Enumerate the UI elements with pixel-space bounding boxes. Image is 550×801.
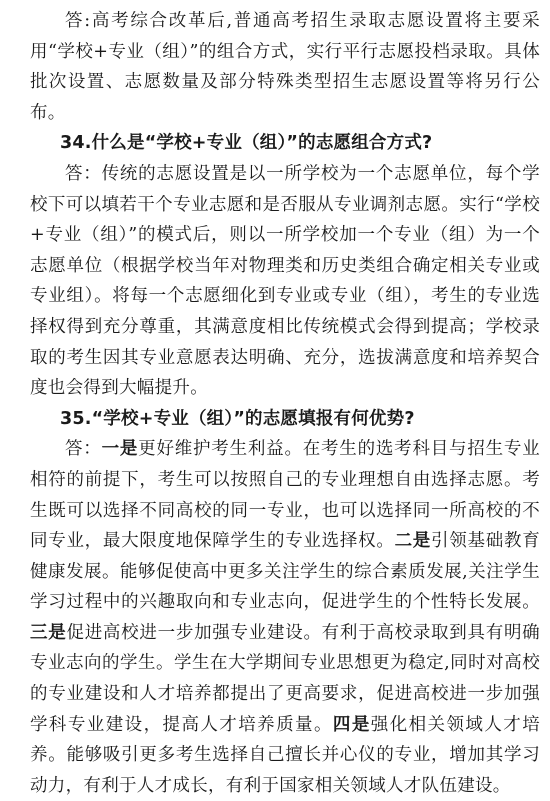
point-3-label: 三是 bbox=[30, 622, 67, 643]
document-page bbox=[30, 6, 540, 801]
answer-prefix: 答： bbox=[65, 439, 102, 460]
point-1-label: 一是 bbox=[101, 439, 139, 460]
point-2-label: 二是 bbox=[394, 531, 432, 552]
point-4-text: 强化相关领域人才培养。能够吸引更多考生选择自己擅长并心仪的专业，增加其学习动力，有利于人才成长，有利于国家相关领域人才队伍建设。 bbox=[30, 714, 541, 796]
q35-answer-paragraph bbox=[30, 434, 540, 801]
point-2-text: 引领基础教育健康发展。能够促使高中更多关注学生的综合素质发展,关注学生学习过程中的兴趣取向和专业志向，促进学生的个性特长发展。 bbox=[30, 531, 540, 613]
point-4-label: 四是 bbox=[332, 714, 371, 735]
q34-answer-paragraph: 答：传统的志愿设置是以一所学校为一个志愿单位，每个学校下可以填若干个专业志愿和是否服从专业调剂志愿。实行“学校+专业（组）”的模式后，则以一所学校加一个专业（组）为一个志愿单位（根据学校当年对物理类和历史类组合确定相关专业或专业组）。将每一个志愿细化到专业或专业（组），考生的专业选择权得到充分尊重，其满意度相比传统模式会得到提高；学校录取的考生因其专业意愿表达明确、充分，选拔满意度和培养契合度也会得到大幅提升。 bbox=[30, 163, 540, 399]
point-1-text: 更好维护考生利益。在考生的选考科目与招生专业相符的前提下，考生可以按照自己的专业理想自由选择志愿。考生既可以选择不同高校的同一专业，也可以选择同一所高校的不同专业，最大限度地保障学生的专业选择权。 bbox=[30, 439, 540, 552]
q34-heading: 34.什么是“学校+专业（组）”的志愿组合方式? bbox=[60, 133, 433, 154]
q33-answer-paragraph: 答:高考综合改革后,普通高考招生录取志愿设置将主要采用“学校+专业（组）”的组合方式，实行平行志愿投档录取。具体批次设置、志愿数量及部分特殊类型招生志愿设置等将另行公布。 bbox=[30, 11, 540, 123]
point-3-text: 促进高校进一步加强专业建设。有利于高校录取到具有明确专业志向的学生。学生在大学期间专业思想更为稳定,同时对高校的专业建设和人才培养都提出了更高要求，促进高校进一步加强学科专业建设，提高人才培养质量。 bbox=[30, 622, 540, 735]
q35-heading: 35.“学校+专业（组）”的志愿填报有何优势? bbox=[60, 408, 415, 429]
